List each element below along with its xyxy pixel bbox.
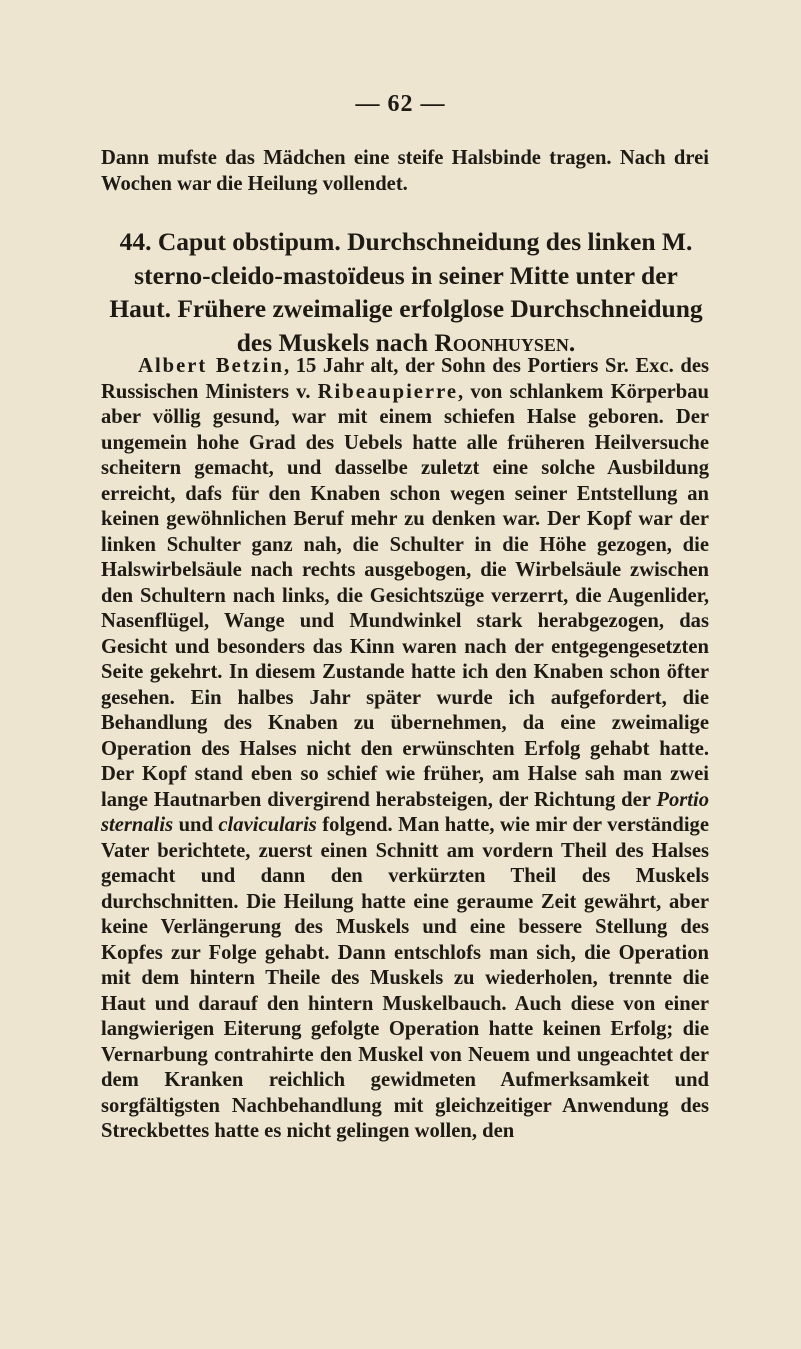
heading-text: 44. Caput obstipum. Durchschneidung des linken M. sterno-cleido-mastoïdeus in seiner Mitte unter der Haut. Frühere zweimalige erfolglose Durchschneidung des Muskels nach xyxy=(109,227,703,357)
intro-paragraph xyxy=(101,146,709,197)
case-heading xyxy=(101,225,711,359)
term-clavicularis: clavicularis xyxy=(218,814,317,836)
term-portio-sternalis: Portio sternalis xyxy=(101,788,709,836)
body-text-3: und xyxy=(173,814,219,836)
case-paragraph xyxy=(101,354,709,1145)
body-text-2: , von schlankem Körperbau aber völlig gesund, war mit einem schiefen Halse geboren. Der ungemein hohe Grad des Uebels hatte alle früheren Heilversuche scheitern gemacht, und dasselbe zuletzt eine solche Ausbildung erreicht, dafs für den Knaben schon wegen seiner Entstellung an keinen gewöhnlichen Beruf mehr zu denken war. Der Kopf war der linken Schulter ganz nah, die Schulter in die Höhe gezogen, die Halswirbelsäule nach rechts ausgebogen, die Wirbelsäule zwischen den Schultern nach links, die Gesichtszüge verzerrt, die Augenlider, Nasenflügel, Wange und Mundwinkel stark herabgezogen, das Gesicht und besonders das Kinn waren nach der entgegengesetzten Seite gekehrt. In diesem Zustande hatte ich den Knaben schon öfter gesehen. Ein halbes Jahr später wurde ich aufgefordert, die Behandlung des Knaben zu übernehmen, da eine zweimalige Operation des Halses nicht den erwünschten Erfolg gehabt hatte. Der Kopf stand eben so schief wie früher, am Halse sah man zwei lange Hautnarben divergirend herabsteigen, der Richtung der xyxy=(101,380,709,811)
heading-author-name: Roonhuysen. xyxy=(434,327,576,357)
minister-name: Ribeaupierre xyxy=(317,380,458,403)
intro-text: Dann mufste das Mädchen eine steife Halsbinde tragen. Nach drei Wochen war die Heilung vollendet. xyxy=(101,147,709,195)
case-body xyxy=(101,354,709,1145)
body-text-4: folgend. Man hatte, wie mir der verständige Vater berichtete, zuerst einen Schnitt am vordern Theil des Halses gemacht und dann den verkürzten Theil des Muskels durchschnitten. Die Heilung hatte eine geraume Zeit gewährt, aber keine Verlängerung des Muskels und eine bessere Stellung des Kopfes zur Folge gehabt. Dann entschlofs man sich, die Operation mit dem hintern Theile des Muskels zu wiederholen, trennte die Haut und darauf den hintern Muskelbauch. Auch diese von einer langwierigen Eiterung gefolgte Operation hatte keinen Erfolg; die Vernarbung contrahirte den Muskel von Neuem und ungeachtet der dem Kranken reichlich gewidmeten Aufmerksamkeit und sorgfältigsten Nachbehandlung mit gleichzeitiger Anwendung des Streckbettes hatte es nicht gelingen wollen, den xyxy=(101,814,709,1142)
page-number: — 62 — xyxy=(355,91,446,117)
patient-name: Albert Betzin xyxy=(138,355,284,377)
body-text-1: , 15 Jahr alt, der Sohn des Portiers Sr. Exc. des Russischen Ministers v. xyxy=(101,355,709,403)
